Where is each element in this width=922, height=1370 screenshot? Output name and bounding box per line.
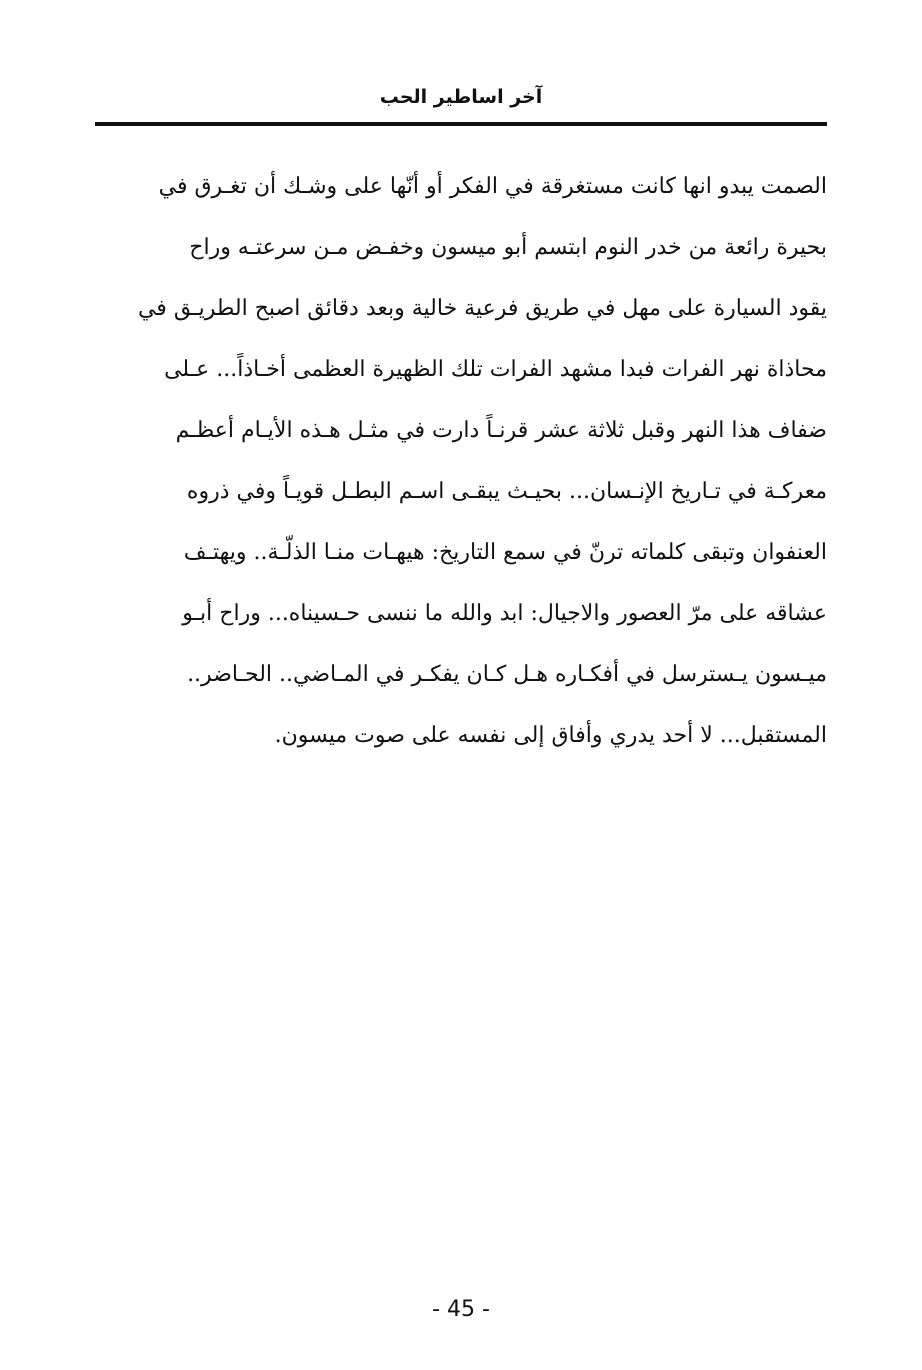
text-line: محاذاة نهر الفرات فبدا مشهد الفرات تلك الظهيرة العظمى أخـاذاً... عـلى (164, 357, 827, 382)
header-rule (95, 122, 827, 126)
text-line: ضفاف هذا النهر وقبل ثلاثة عشر قرنـاً دارت في مثـل هـذه الأيـام أعظـم (175, 418, 827, 443)
page-number: - 45 - (432, 1297, 490, 1322)
text-line: يقود السيارة على مهل في طريق فرعية خالية وبعد دقائق اصبح الطريـق في (137, 296, 827, 321)
text-line: الصمت يبدو انها كانت مستغرقة في الفكر أو أنّها على وشـك أن تغـرق في (158, 174, 827, 199)
text-line: المستقبل... لا أحد يدري وأفاق إلى نفسه على صوت ميسون. (274, 723, 827, 748)
running-header-title: آخر اساطير الحب (379, 86, 543, 108)
text-line: العنفوان وتبقى كلماته ترنّ في سمع التاريخ: هيهـات منـا الذلّـة.. ويهتـف (183, 540, 827, 565)
text-line: بحيرة رائعة من خدر النوم ابتسم أبو ميسون وخفـض مـن سرعتـه وراح (189, 235, 827, 260)
text-line: ميـسون يـسترسل في أفكـاره هـل كـان يفكـر في المـاضي.. الحـاضر.. (187, 662, 827, 687)
body-paragraph (95, 156, 827, 766)
text-line: عشاقه على مرّ العصور والاجيال: ابد والله ما ننسى حـسيناه... وراح أبـو (182, 601, 827, 626)
text-line: معركـة في تـاريخ الإنـسان... بحيـث يبقـى اسـم البطـل قويـاً وفي ذروه (186, 479, 827, 504)
